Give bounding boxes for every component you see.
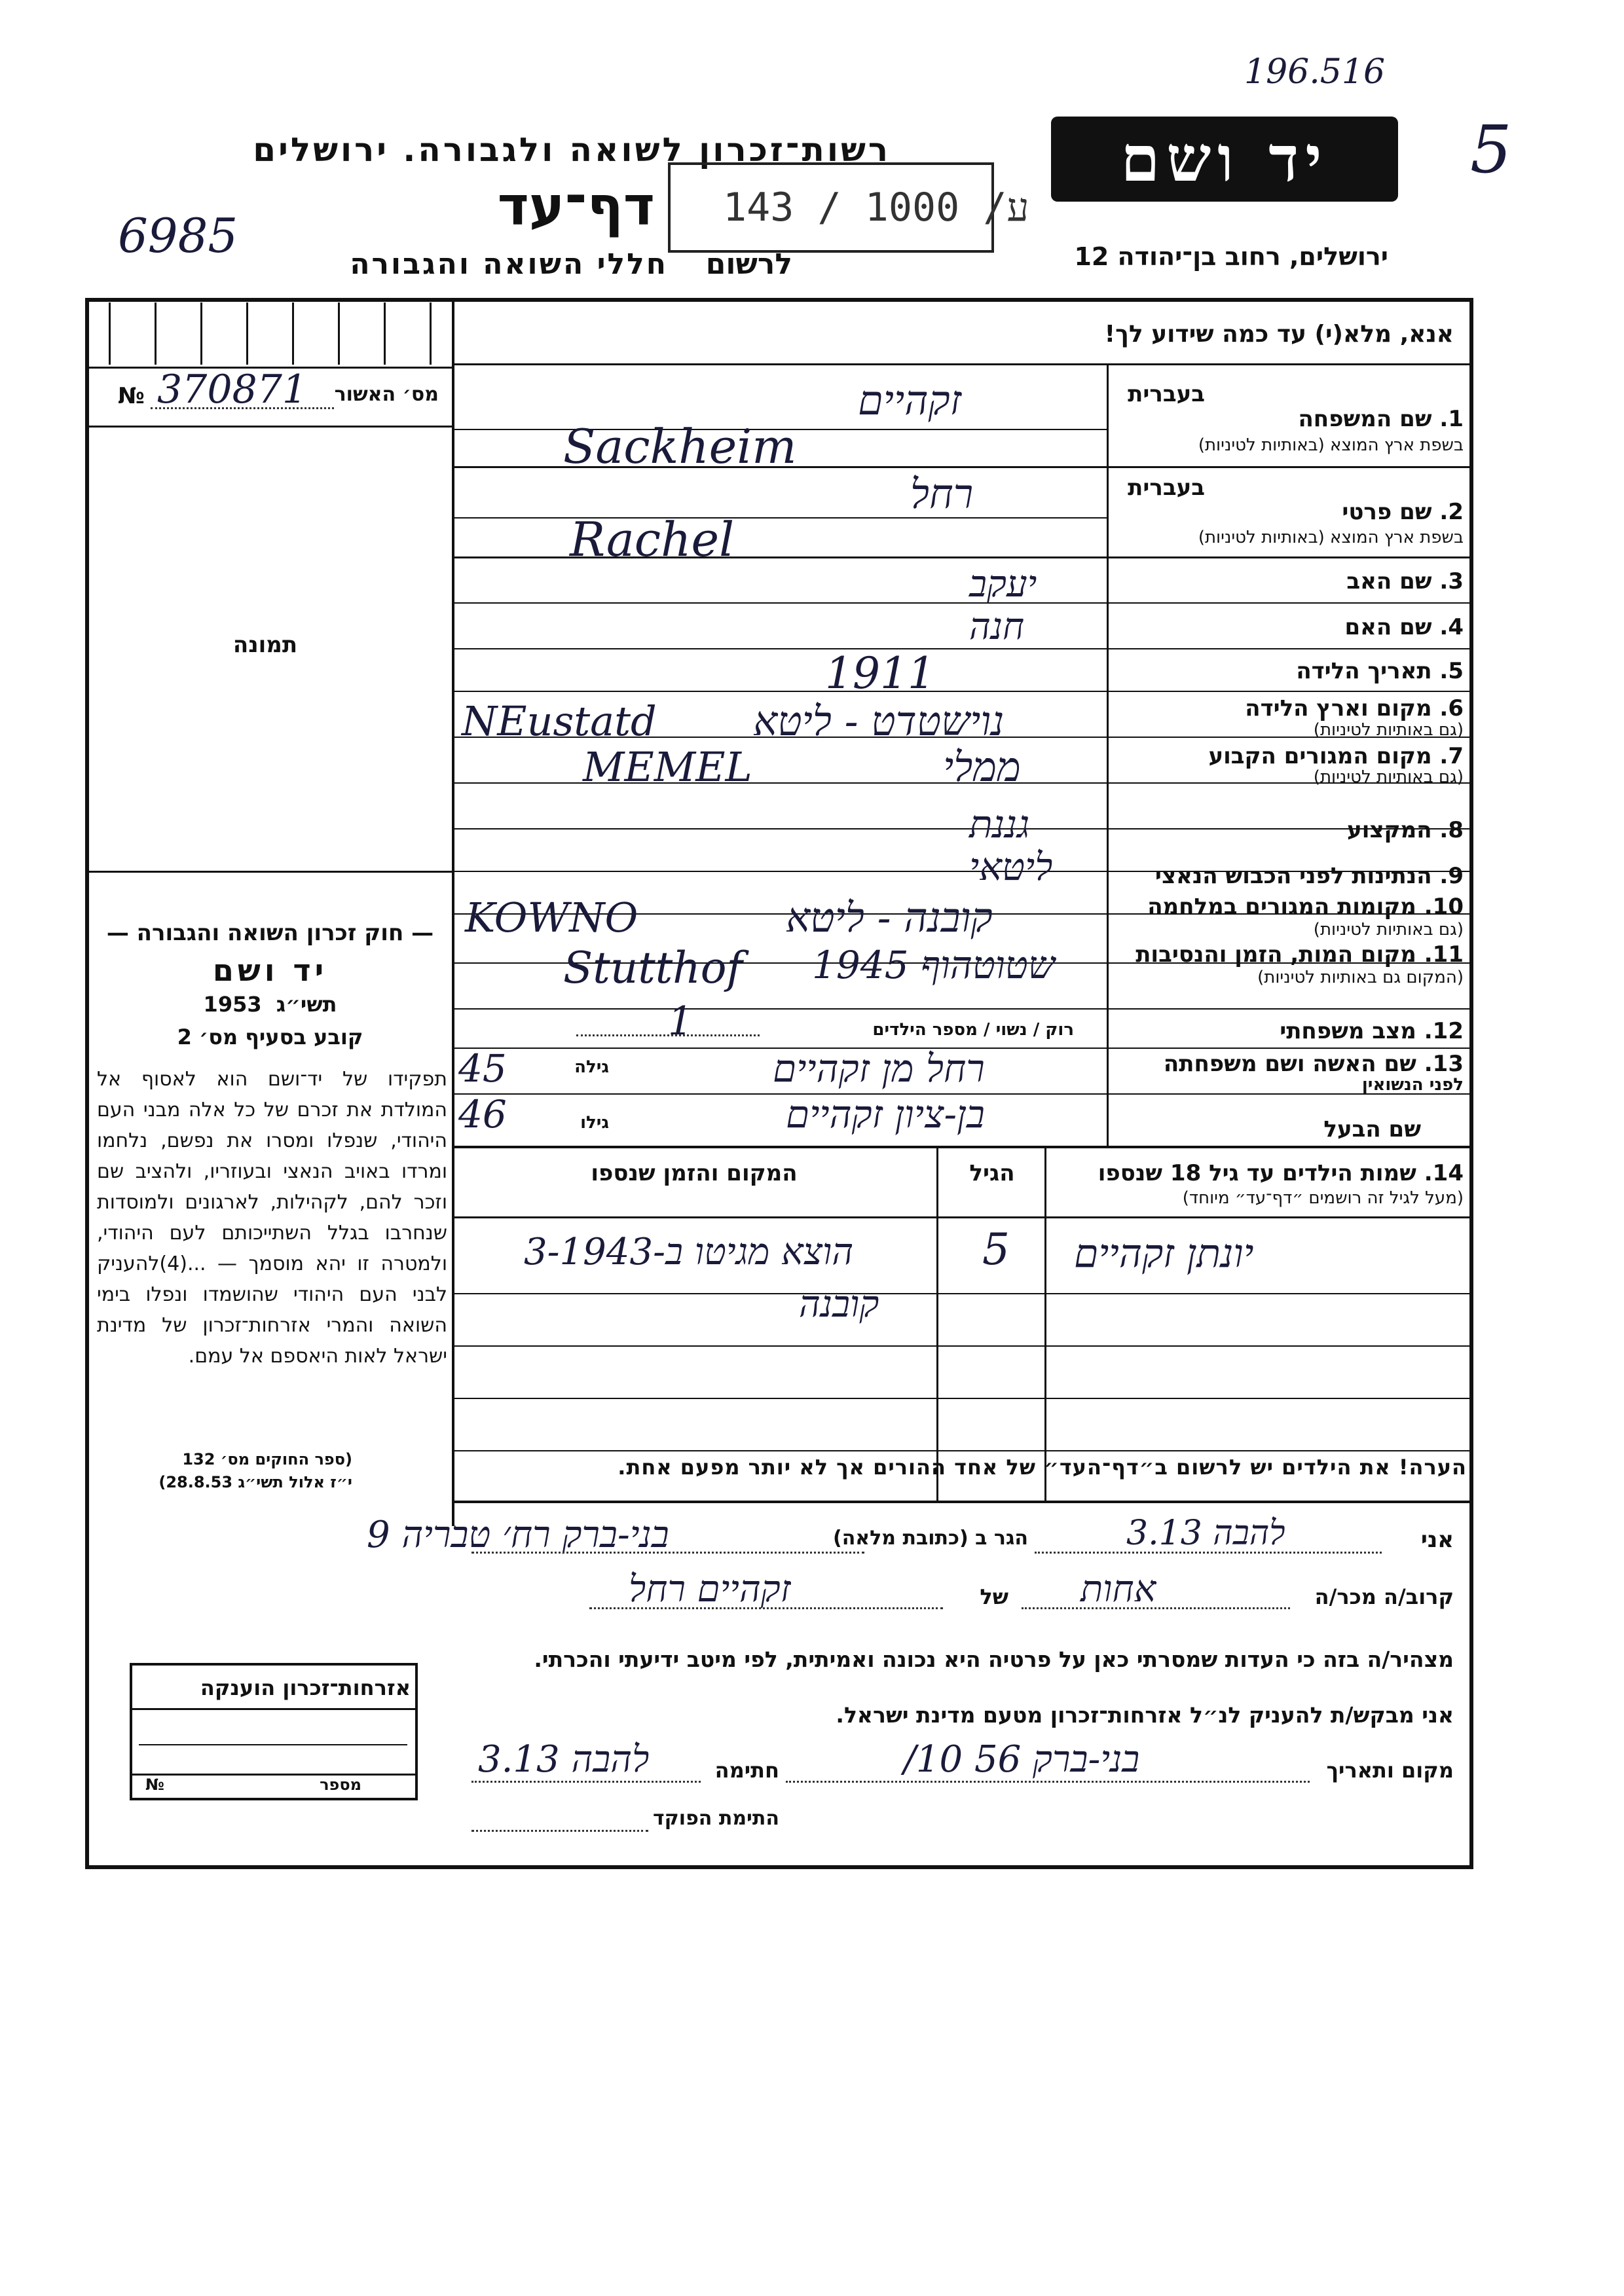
husband-label: שם הבעל <box>1323 1116 1421 1142</box>
mother-name-value[interactable]: חנה <box>969 606 1025 648</box>
field-14-sub: (מעל לגיל זה רושמים ״דף־עד״ מיוחד) <box>1182 1188 1464 1208</box>
witness-of-label: של <box>980 1584 1008 1609</box>
yad-vashem-logo: יד ושם <box>1051 117 1398 202</box>
birth-place-value[interactable]: נוישטדט - ליטא <box>753 697 1005 745</box>
citizenship-box <box>130 1663 418 1800</box>
field-1-lang-label: בעברית <box>1128 381 1205 407</box>
witness-i-label: אני <box>1420 1527 1454 1553</box>
law-name: יד ושם <box>212 953 328 988</box>
certificate-number: 370871 <box>157 367 308 412</box>
field-11-sub: (המקום גם באותיות לטיניות) <box>1257 968 1464 987</box>
clerk-label: התימת הפוקד <box>653 1807 779 1830</box>
witness-relation-value[interactable]: אחות <box>1080 1568 1156 1611</box>
code-boxes <box>89 302 443 365</box>
stamp-number: 143 / 1000 /ע <box>723 185 1029 230</box>
wartime-residence-value[interactable]: קובנה - ליטא <box>786 894 993 941</box>
signature-label: חתימה <box>714 1758 779 1783</box>
death-place-latin-value[interactable]: Stutthof <box>563 943 743 993</box>
org-line: רשות־זכרון לשואה ולגבורה. ירושלים <box>253 131 891 169</box>
husband-name-value[interactable]: בן-ציון זקהיים <box>786 1092 985 1137</box>
archive-number: 196.516 <box>1244 52 1386 92</box>
witness-declaration: מצהיר/ה בזה כי העדות שמסרתי כאן על פרטיה היא נכונה ואמיתית, לפי מיטב ידיעתי והכרתי. <box>534 1647 1454 1672</box>
family-name-latin-value[interactable]: Sackheim <box>563 419 797 474</box>
field-1-label: 1. שם המשפחה <box>1298 406 1464 432</box>
file-number: 6985 <box>118 208 238 263</box>
field-13-sub: לפני הנשואין <box>1361 1075 1464 1095</box>
birth-place-latin-value[interactable]: NEustatd <box>462 697 657 745</box>
field-2-label: 2. שם פרטי <box>1342 499 1464 525</box>
certificate-number-symbol: № <box>118 383 145 409</box>
first-name-hebrew-value[interactable]: רחל <box>910 470 974 518</box>
wife-name-value[interactable]: רחל מן זקהיים <box>773 1046 985 1091</box>
field-4-label: 4. שם האם <box>1344 614 1464 640</box>
residence-value[interactable]: ממלי <box>943 743 1021 791</box>
margin-mark: 5 <box>1470 111 1512 188</box>
certificate-label: מס׳ האשור <box>334 383 439 406</box>
field-7-sub: (גם באותיות לטיניות) <box>1313 767 1464 787</box>
signature-value[interactable]: להבה 3.13 <box>478 1738 650 1781</box>
profession-value[interactable]: גננת <box>969 802 1030 847</box>
witness-request: אני מבקש/ת להעניק לנ״ל אזרחות־זכרון מטעם מדינת ישראל. <box>836 1702 1454 1728</box>
field-2-lang-label: בעברית <box>1128 475 1205 501</box>
place-date-value[interactable]: בני-ברק 56 10/ <box>904 1738 1140 1781</box>
citizenship-box-number-label: מספר <box>320 1776 361 1794</box>
note: הערה! את הילדים יש לרשום ב״דף־העד״ של אחד ההורים אך לא יותר מפעם אחת. <box>618 1455 1467 1480</box>
form-subtitle: חללי השואה והגבורה <box>350 247 668 281</box>
wartime-residence-latin-value[interactable]: KOWNO <box>465 894 638 941</box>
address: ירושלים, רחוב בן־יהודה 12 <box>1074 242 1388 271</box>
field-7-label: 7. מקום המגורים הקבוע <box>1208 743 1464 769</box>
witness-name[interactable]: להבה 3.13 <box>1126 1514 1285 1553</box>
citizenship-box-number-symbol: № <box>145 1776 164 1794</box>
field-3-label: 3. שם האב <box>1346 568 1464 594</box>
law-clause: קובע בסעיף מס׳ 2 <box>177 1025 363 1049</box>
wife-age-label: גילה <box>574 1057 609 1077</box>
form-title: דף־עד <box>497 175 655 238</box>
child-1-name[interactable]: יונתן זקהיים <box>1074 1231 1254 1277</box>
citizenship-box-title: אזרחות־זכרון הוענקה <box>200 1675 411 1700</box>
first-name-latin-value[interactable]: Rachel <box>570 512 735 567</box>
witness-relation-label: קרוב/ה מכר/ה <box>1314 1584 1454 1609</box>
field-14-label: 14. שמות הילדים עד גיל 18 שנספו <box>1098 1160 1464 1186</box>
birth-date-value[interactable]: 1911 <box>825 648 935 699</box>
law-source: (ספר החוקים מס׳ 132 <box>182 1450 352 1468</box>
registration-stamp <box>668 162 1029 253</box>
field-9-label: 9. הנתינות לפני הכבוש הנאצי <box>1154 863 1464 889</box>
field-6-label: 6. מקום וארץ הלידה <box>1245 695 1464 721</box>
children-col-age: הגיל <box>969 1160 1015 1186</box>
child-1-place[interactable]: הוצא מגיטו ב-3-1943 <box>524 1231 854 1273</box>
field-1-sub: בשפת ארץ המוצא (באותיות לטיניות) <box>1198 435 1464 455</box>
wife-age-value[interactable]: 45 <box>458 1046 507 1091</box>
child-1-place-2[interactable]: קובנה <box>799 1283 879 1326</box>
field-12-label: 12. מצב משפחתי <box>1280 1018 1464 1044</box>
witness-resides-label: הגר ב (כתובת מלאה) <box>832 1527 1028 1550</box>
field-10-sub: (גם באותיות לטיניות) <box>1313 920 1464 939</box>
husband-age-label: גילו <box>580 1113 609 1133</box>
law-title: — חוק זכרון השואה והגבורה — <box>106 920 434 946</box>
family-name-hebrew-value[interactable]: זקהיים <box>858 376 961 424</box>
witness-address[interactable]: בני-ברק רח׳ טבריה 9 <box>367 1514 669 1556</box>
husband-age-value[interactable]: 46 <box>458 1092 507 1137</box>
field-6-sub: (גם באותיות לטיניות) <box>1313 720 1464 740</box>
child-1-age[interactable]: 5 <box>982 1224 1010 1275</box>
field-2-sub: בשפת ארץ המוצא (באותיות לטיניות) <box>1198 528 1464 547</box>
marital-status-options: רוק / נשוי / מספר הילדים <box>872 1020 1074 1040</box>
children-count-value[interactable]: 1 <box>668 998 693 1044</box>
field-10-label: 10. מקומות המגורים במלחמה <box>1147 894 1464 920</box>
death-place-value[interactable]: שטוטהוף 1945 <box>812 943 1055 987</box>
intro-line: אנא, מלא(י) עד כמה שידוע לך! <box>1104 321 1454 348</box>
form-subtitle-prefix: לרשום <box>705 247 792 281</box>
place-date-label: מקום ותאריך <box>1326 1758 1454 1783</box>
field-5-label: 5. תאריך הלידה <box>1296 658 1464 684</box>
witness-of-value[interactable]: זקהיים רחל <box>629 1568 791 1611</box>
children-col-place: המקום והזמן שנספו <box>591 1160 798 1186</box>
residence-latin-value[interactable]: MEMEL <box>583 743 752 791</box>
law-source-date: י״ז אלול תשי״ג 28.8.53) <box>158 1473 352 1491</box>
field-8-label: 8. המקצוע <box>1347 817 1464 843</box>
photo-label: תמונה <box>232 632 298 658</box>
field-11-label: 11. מקום המות, הזמן והנסיבות <box>1135 941 1464 968</box>
law-body: תפקידו של יד־ושם הוא לאסוף אל המולדת את זכרם של כל אלה מבני העם היהודי, שנפלו ומסרו את נפשם, נלחמו ומרדו באויב הנאצי ובעוזריו, ולהציב שם וזכר להם, לקהילות, לארגונים ולמוסדות שנחרבו בגלל השתייכותם לעם היהודי, ולמטרה זו יהא מוסמך — ...(4)להעניק לבני העם היהודי שהושמדו ונפלו בימי השואה והמרי אזרחות־זכרון של מדינת ישראל לאות היאספם אל עמם. <box>97 1068 447 1368</box>
law-year: 1953 תשי״ג <box>203 992 337 1017</box>
field-13-label: 13. שם האשה ושם משפחתה <box>1163 1051 1464 1077</box>
nationality-value[interactable]: ליטאי <box>969 845 1053 889</box>
father-name-value[interactable]: יעקב <box>969 563 1037 606</box>
